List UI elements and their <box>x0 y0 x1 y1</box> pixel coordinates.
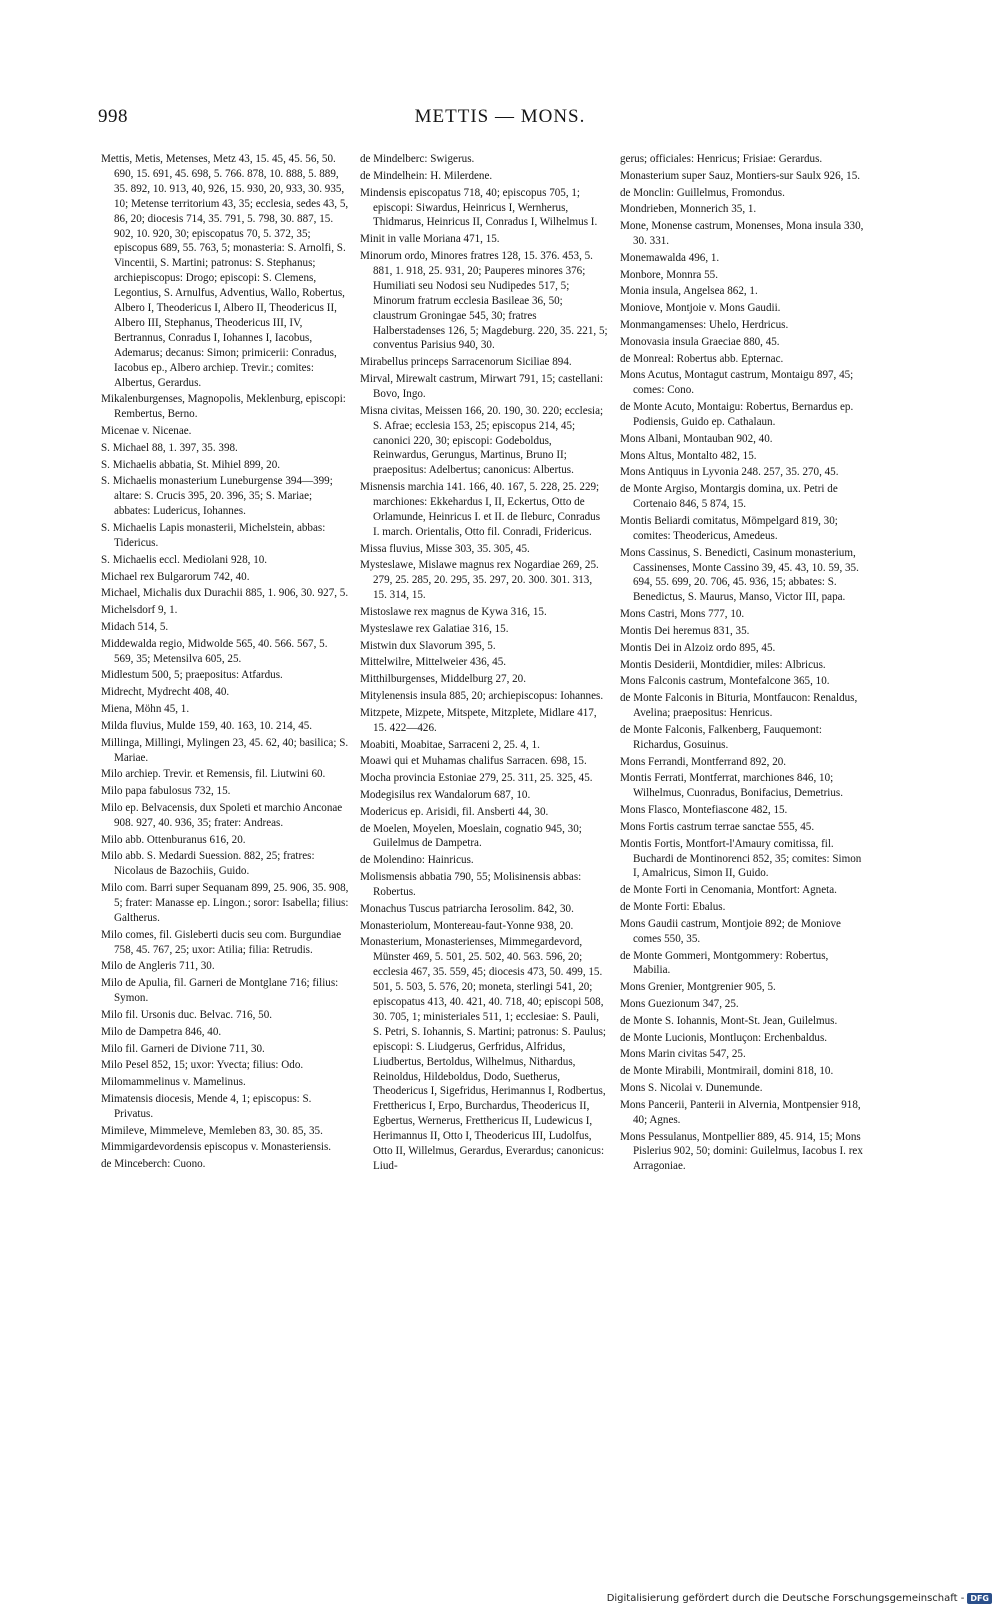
footer-text: Digitalisierung gefördert durch die Deutsche Forschungsgemeinschaft - <box>606 1593 965 1604</box>
index-entry: Mysteslawe, Mislawe magnus rex Nogardiae 269, 25. 279, 25. 285, 20. 295, 35. 297, 20. 300. 301. 313, 15. 314, 15. <box>360 559 599 602</box>
index-entry: Montis Dei in Alzoiz ordo 895, 45. <box>620 641 776 654</box>
index-entry: Mons Altus, Montalto 482, 15. <box>620 449 757 462</box>
index-entry: Midlestum 500, 5; praepositus: Atfardus. <box>101 669 283 682</box>
index-entry: Minit in valle Moriana 471, 15. <box>360 233 500 246</box>
index-entry: Mons Albani, Montauban 902, 40. <box>620 432 773 445</box>
index-entry: Milo comes, fil. Gisleberti ducis seu com. Burgundiae 758, 45. 767, 25; uxor: Atilia; filia: Retrudis. <box>101 928 342 956</box>
index-entry: Mitylenensis insula 885, 20; archiepiscopus: Iohannes. <box>360 690 604 703</box>
index-entry: Modegisilus rex Wandalorum 687, 10. <box>360 788 531 801</box>
index-entry: Middewalda regio, Midwolde 565, 40. 566. 567, 5. 569, 35; Metensilva 605, 25. <box>101 637 328 665</box>
index-entry: Mistoslawe rex magnus de Kywa 316, 15. <box>360 606 547 619</box>
index-entry: Mons Flasco, Montefiascone 482, 15. <box>620 804 788 817</box>
index-entry: de Mindelberc: Swigerus. <box>360 153 475 165</box>
index-entry: Mikalenburgenses, Magnopolis, Meklenburg, episcopi: Rembertus, Berno. <box>101 393 346 421</box>
index-entry: Miena, Möhn 45, 1. <box>101 703 190 716</box>
index-entry: Micenae v. Nicenae. <box>101 425 192 438</box>
index-entry: Milo abb. S. Medardi Suession. 882, 25; fratres: Nicolaus de Bazochiis, Guido. <box>101 850 315 878</box>
index-entry: Mons S. Nicolai v. Dunemunde. <box>620 1082 763 1095</box>
index-entry: Milo papa fabulosus 732, 15. <box>101 785 231 798</box>
index-entry: Mons Ferrandi, Montferrand 892, 20. <box>620 755 787 768</box>
index-entry: Michael, Michalis dux Durachii 885, 1. 906, 30. 927, 5. <box>101 587 349 600</box>
index-entry: Michael rex Bulgarorum 742, 40. <box>101 570 250 583</box>
index-entry: de Monclin: Guillelmus, Fromondus. <box>620 186 785 199</box>
index-entry: Mimmigardevordensis episcopus v. Monasteriensis. <box>101 1141 332 1154</box>
index-entry: Monachus Tuscus patriarcha Ierosolim. 842, 30. <box>360 902 574 915</box>
index-entry: de Monte Falconis, Falkenberg, Fauquemont: Richardus, Gosuinus. <box>620 723 822 751</box>
index-entry: Montis Dei heremus 831, 35. <box>620 624 750 637</box>
index-entry: de Moelen, Moyelen, Moeslain, cognatio 945, 30; Guilelmus de Dampetra. <box>360 822 582 850</box>
index-entry: Mirabellus princeps Sarracenorum Siciliae 894. <box>360 356 572 369</box>
index-entry: de Monte Acuto, Montaigu: Robertus, Bernardus ep. Podiensis, Guido ep. Cathalaun. <box>620 401 854 429</box>
index-entry: Monasteriolum, Montereau-faut-Yonne 938, 20. <box>360 919 574 932</box>
index-entry: Monemawalda 496, 1. <box>620 251 720 264</box>
index-entry: Montis Fortis, Montfort-l'Amaury comitissa, fil. Buchardi de Montinorenci 852, 35; comites: Simon I, Amalricus, Simon II, Guido. <box>620 837 862 880</box>
index-entry: Minorum ordo, Minores fratres 128, 15. 376. 453, 5. 881, 1. 918, 25. 931, 20; Pauperes minores 376; Humiliati seu Nodosi seu Nudipedes 517, 5; Minorum fratrum ecclesia Basileae 36, 50; claustrum Groningae 545, 30; fratres Halberstadenses 126, 5; Magdeburg. 220, 35. 221, 5; conventus Parisius 940, 30. <box>360 250 608 352</box>
index-entry: Mons Grenier, Montgrenier 905, 5. <box>620 981 776 994</box>
index-column-2 <box>360 152 608 1176</box>
index-entry: Milo de Apulia, fil. Garneri de Montglane 716; filius: Symon. <box>101 977 339 1005</box>
index-entry: de Monte Forti: Ebalus. <box>620 901 726 914</box>
index-entry: Mistwin dux Slavorum 395, 5. <box>360 639 496 652</box>
index-entry: de Mindelhein: H. Milerdene. <box>360 169 493 182</box>
index-entry: Mons Fortis castrum terrae sanctae 555, 45. <box>620 820 815 833</box>
index-entry: Montis Ferrati, Montferrat, marchiones 846, 10; Wilhelmus, Cuonradus, Bonifacius, Demetrius. <box>620 772 843 800</box>
index-entry: Milo archiep. Trevir. et Remensis, fil. Liutwini 60. <box>101 768 326 781</box>
index-entry: Moabiti, Moabitae, Sarraceni 2, 25. 4, 1. <box>360 738 540 751</box>
index-entry: de Monte S. Iohannis, Mont-St. Jean, Guilelmus. <box>620 1014 838 1027</box>
index-entry: Milo Pesel 852, 15; uxor: Yvecta; filius: Odo. <box>101 1059 304 1072</box>
index-entry: Montis Desiderii, Montdidier, miles: Albricus. <box>620 658 826 671</box>
index-entry: Mittelwilre, Mittelweier 436, 45. <box>360 656 507 669</box>
index-entry: Mons Falconis castrum, Montefalcone 365, 10. <box>620 675 830 688</box>
index-entry: Mons Acutus, Montagut castrum, Montaigu 897, 45; comes: Cono. <box>620 369 854 397</box>
index-entry: S. Michael 88, 1. 397, 35. 398. <box>101 441 238 454</box>
footer-credit <box>607 1593 992 1604</box>
index-entry: Monasterium, Monasterienses, Mimmegardevord, Münster 469, 5. 501, 25. 502, 40. 563. 596, 20; ecclesia 467, 35. 559, 45; diocesis 473, 50. 499, 15. 501, 5. 503, 5. 576, 20; moneta, sterlingi 541, 20; episcopatus 413, 40. 421, 40. 718, 40; episcopi 508, 30. 705, 1; ministeriales 511, 1; ecclesiae: S. Pauli, S. Petri, S. Iohannis, S. Martini; patronus: S. Paulus; episcopi: S. Liudgerus, Gerfridus, Alfridus, Liudbertus, Bertoldus, Wilhelmus, Nithardus, Reinoldus, Hildeboldus, Dodo, Suetherus, Theodericus I, Sigefridus, Herimannus I, Rodbertus, Fretthericus I, Erpo, Burchardus, Theodericus II, Egbertus, Wernerus, Fretthericus II, Ludewicus I, Herimannus II, Otto I, Theodericus III, Ludolfus, Otto II, Willelmus, Gerardus, Everardus; canonicus: Liud- <box>360 936 606 1172</box>
running-head: METTIS — MONS. <box>414 106 586 127</box>
index-entry: Milo ep. Belvacensis, dux Spoleti et marchio Anconae 908. 927, 40. 936, 35; frater: Andreas. <box>101 801 343 829</box>
index-entry: Monovasia insula Graeciae 880, 45. <box>620 335 780 348</box>
index-entry: de Monte Argiso, Montargis domina, ux. Petri de Cortenaio 846, 5 874, 15. <box>620 483 838 511</box>
index-entry: S. Michaelis abbatia, St. Mihiel 899, 20. <box>101 458 281 471</box>
index-entry: Missa fluvius, Misse 303, 35. 305, 45. <box>360 542 530 555</box>
index-entry: Monasterium super Sauz, Montiers-sur Saulx 926, 15. <box>620 169 861 182</box>
index-entry: S. Michaelis eccl. Mediolani 928, 10. <box>101 553 268 566</box>
index-entry: Mons Guezionum 347, 25. <box>620 998 739 1011</box>
index-entry: Montis Beliardi comitatus, Mömpelgard 819, 30; comites: Theodericus, Amedeus. <box>620 514 838 542</box>
index-entry: Milo fil. Ursonis duc. Belvac. 716, 50. <box>101 1008 273 1021</box>
index-entry: Mons Cassinus, S. Benedicti, Casinum monasterium, Cassinenses, Monte Cassino 39, 45. 43, 10. 59, 35. 694, 55. 699, 20. 706, 45. 936, 15; abbates: S. Benedictus, S. Maurus, Manso, Victor III, papa. <box>620 546 859 604</box>
index-entry: Mitthilburgenses, Middelburg 27, 20. <box>360 673 526 686</box>
index-entry: Mitzpete, Mizpete, Mitspete, Mitzplete, Midlare 417, 15. 422—426. <box>360 706 597 734</box>
index-column-3 <box>620 152 868 1176</box>
index-entry: Mons Antiquus in Lyvonia 248. 257, 35. 270, 45. <box>620 466 839 479</box>
index-entry: Mimatensis diocesis, Mende 4, 1; episcopus: S. Privatus. <box>101 1092 312 1120</box>
index-entry: de Monte Mirabili, Montmirail, domini 818, 10. <box>620 1065 834 1078</box>
index-entry: gerus; officiales: Henricus; Frisiae: Gerardus. <box>620 153 823 165</box>
index-entry: Molismensis abbatia 790, 55; Molisinensis abbas: Robertus. <box>360 871 582 898</box>
index-entry: de Molendino: Hainricus. <box>360 854 474 867</box>
index-entry: Midach 514, 5. <box>101 620 169 633</box>
index-entry: de Monreal: Robertus abb. Epternac. <box>620 352 784 365</box>
index-entry: de Monte Falconis in Bituria, Montfaucon: Renaldus, Avelina; praepositus: Henricus. <box>620 692 858 720</box>
dfg-logo: DFG <box>967 1593 992 1604</box>
index-entry: Mirval, Mirewalt castrum, Mirwart 791, 15; castellani: Bovo, Ingo. <box>360 373 604 400</box>
index-entry: Mondrieben, Monnerich 35, 1. <box>620 203 757 216</box>
index-entry: Mons Gaudii castrum, Montjoie 892; de Moniove comes 550, 35. <box>620 917 841 945</box>
index-entry: Monia insula, Angelsea 862, 1. <box>620 285 758 298</box>
index-entry: de Monte Lucionis, Montluçon: Erchenbaldus. <box>620 1031 828 1044</box>
index-entry: Mons Pancerii, Panterii in Alvernia, Montpensier 918, 40; Agnes. <box>620 1098 861 1126</box>
index-entry: Mons Pessulanus, Montpellier 889, 45. 914, 15; Mons Pislerius 902, 50; domini: Guilelmus, Iacobus I. rex Arragoniae. <box>620 1130 863 1173</box>
index-entry: Milo de Dampetra 846, 40. <box>101 1025 222 1038</box>
index-column-1 <box>101 152 349 1174</box>
index-entry: Modericus ep. Arisidi, fil. Ansberti 44, 30. <box>360 805 549 818</box>
index-entry: Michelsdorf 9, 1. <box>101 604 178 617</box>
index-entry: de Monte Gommeri, Montgommery: Robertus, Mabilia. <box>620 949 829 977</box>
index-entry: de Monte Forti in Cenomania, Montfort: Agneta. <box>620 884 837 897</box>
index-entry: Mons Marin civitas 547, 25. <box>620 1048 746 1061</box>
index-entry: Mysteslawe rex Galatiae 316, 15. <box>360 622 509 635</box>
index-entry: Monbore, Monnra 55. <box>620 268 718 281</box>
index-entry: Mettis, Metis, Metenses, Metz 43, 15. 45, 45. 56, 50. 690, 15. 691, 45. 698, 5. 766. 878, 10. 888, 5. 889, 35. 892, 10. 913, 40, 926, 15. 930, 20, 933, 30. 935, 10; Metense territorium 43, 35; ecclesia, sedes 43, 5, 86, 20; diocesis 714, 35. 791, 5. 798, 30. 887, 15. 902, 10. 920, 30; episcopatus 70, 5. 372, 35; episcopus 689, 55. 763, 5; monasteria: S. Arnolfi, S. Vincentii, S. Martini; patronus: S. Stephanus; archiepiscopus: Drogo; episcopi: S. Clemens, Legontius, S. Arnulfus, Adventius, Wallo, Robertus, Albero I, Theodericus I, Albero II, Theodericus II, Albero III, Stephanus, Theodericus III, IV, Bertrannus, Conradus I, Iohannes I, Iacobus, Ademarus; decanus: Simon; primicerii: Conradus, Iacobus ep., Albero archiep. Trevir.; comites: Albertus, Gerardus. <box>101 153 349 389</box>
index-entry: Milo abb. Ottenburanus 616, 20. <box>101 833 246 846</box>
index-entry: Moawi qui et Muhamas chalifus Sarracen. 698, 15. <box>360 755 587 768</box>
index-entry: de Minceberch: Cuono. <box>101 1158 206 1171</box>
index-entry: Moniove, Montjoie v. Mons Gaudii. <box>620 302 781 315</box>
index-entry: Misnensis marchia 141. 166, 40. 167, 5. 228, 25. 229; marchiones: Ekkehardus I, II, Eckertus, Otto de Orlamunde, Heinricus I. et II. de Ileburc, Conradus I. march. Orientalis, Otto fil. Conradi, Fridericus. <box>360 481 601 538</box>
index-entry: Milo com. Barri super Sequanam 899, 25. 906, 35. 908, 5; frater: Manasse ep. Lingon.; soror: Isabella; filius: Galtherus. <box>101 882 349 924</box>
index-entry: Mindensis episcopatus 718, 40; episcopus 705, 1; episcopi: Siwardus, Heinricus I, Wernherus, Thidmarus, Heinricus II, Conradus I, Wilhelmus I. <box>360 186 598 229</box>
index-entry: Milda fluvius, Mulde 159, 40. 163, 10. 214, 45. <box>101 719 313 732</box>
index-entry: S. Michaelis Lapis monasterii, Michelstein, abbas: Tidericus. <box>101 522 326 549</box>
index-entry: Mons Castri, Mons 777, 10. <box>620 608 745 621</box>
index-entry: Monmangamenses: Uhelo, Herdricus. <box>620 319 789 332</box>
index-entry: Mimileve, Mimmeleve, Memleben 83, 30. 85, 35. <box>101 1124 323 1137</box>
index-entry: Mocha provincia Estoniae 279, 25. 311, 25. 325, 45. <box>360 772 593 785</box>
index-entry: Milomammelinus v. Mamelinus. <box>101 1076 246 1089</box>
index-entry: Midrecht, Mydrecht 408, 40. <box>101 686 230 699</box>
index-entry: Milo de Angleris 711, 30. <box>101 960 215 973</box>
index-entry: Misna civitas, Meissen 166, 20. 190, 30. 220; ecclesia; S. Afrae; ecclesia 153, 25; episcopus 214, 45; canonici 220, 30; episcopi: Godeboldus, Reinwardus, Gerungus, Martinus, Bruno II; praepositus: Adelbertus; canonicus: Albertus. <box>360 404 604 477</box>
index-entry: Millinga, Millingi, Mylingen 23, 45. 62, 40; basilica; S. Mariae. <box>101 736 349 764</box>
index-entry: Mone, Monense castrum, Monenses, Mona insula 330, 30. 331. <box>620 220 864 248</box>
index-entry: S. Michaelis monasterium Luneburgense 394—399; altare: S. Crucis 395, 20. 396, 35; S. Mariae; abbates: Ludericus, Iohannes. <box>101 475 333 518</box>
page-number: 998 <box>98 106 128 127</box>
index-entry: Milo fil. Garneri de Divione 711, 30. <box>101 1042 265 1055</box>
